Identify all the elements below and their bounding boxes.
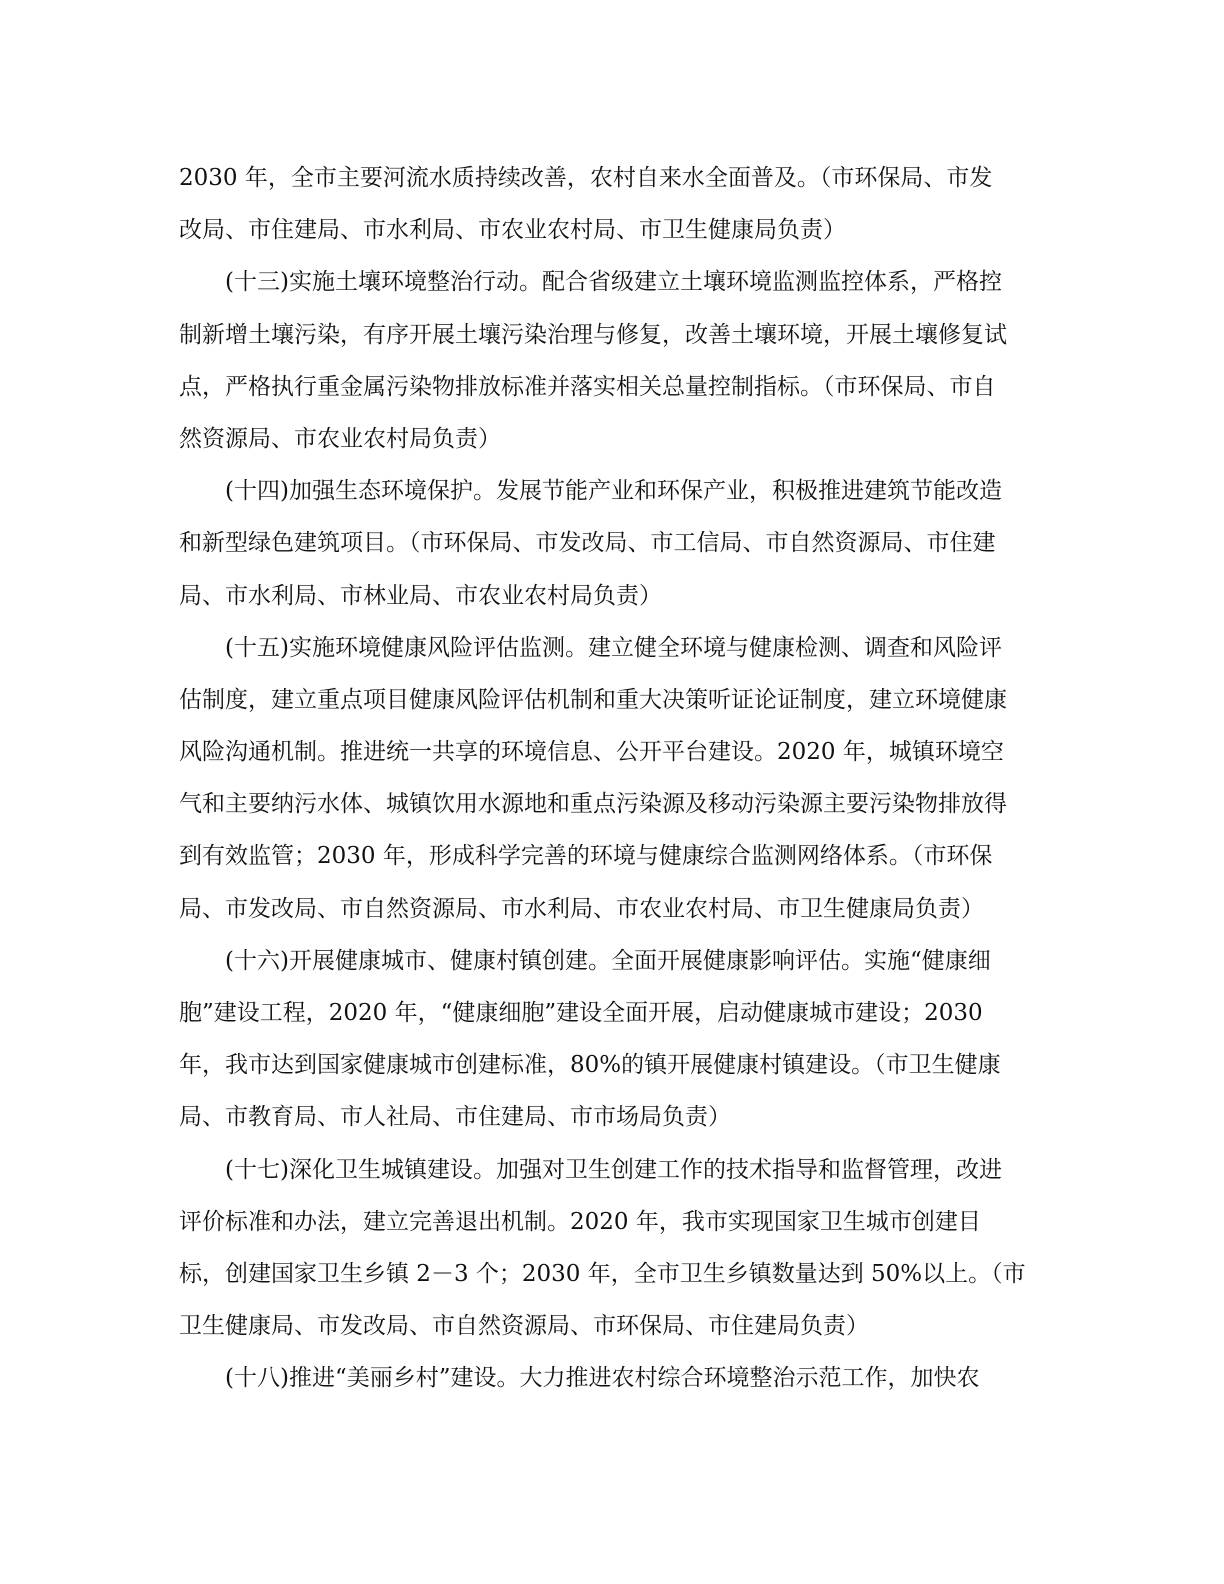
text-line: 标，创建国家卫生乡镇 2－3 个；2030 年，全市卫生乡镇数量达到 50%以上。（市 — [179, 1260, 1026, 1287]
text-line: 点，严格执行重金属污染物排放标准并落实相关总量控制指标。（市环保局、市自 — [179, 373, 996, 400]
body-text — [179, 152, 1045, 1405]
text-line: 估制度，建立重点项目健康风险评估机制和重大决策听证论证制度，建立环境健康 — [179, 686, 1007, 713]
text-line: 评价标准和办法，建立完善退出机制。2020 年，我市实现国家卫生城市创建目 — [179, 1208, 981, 1235]
text-line: 局、市教育局、市人社局、市住建局、市市场局负责） — [179, 1104, 731, 1131]
text-line: 气和主要纳污水体、城镇饮用水源地和重点污染源及移动污染源主要污染物排放得 — [179, 791, 1007, 818]
paragraph-first-line: (十三)实施土壤环境整治行动。配合省级建立土壤环境监测监控体系，严格控 — [225, 269, 1002, 296]
text-line: 卫生健康局、市发改局、市自然资源局、市环保局、市住建局负责） — [179, 1313, 869, 1340]
text-line: 局、市水利局、市林业局、市农业农村局负责） — [179, 582, 662, 609]
text-line: 2030 年，全市主要河流水质持续改善，农村自来水全面普及。（市环保局、市发 — [179, 165, 993, 191]
text-line: 风险沟通机制。推进统一共享的环境信息、公开平台建设。2020 年，城镇环境空 — [179, 739, 1004, 766]
text-line: 胞”建设工程，2020 年，“健康细胞”建设全面开展，启动健康城市建设；2030 — [179, 1000, 983, 1026]
text-line: 年，我市达到国家健康城市创建标准，80%的镇开展健康村镇建设。（市卫生健康 — [179, 1052, 1001, 1079]
text-line: 局、市发改局、市自然资源局、市水利局、市农业农村局、市卫生健康局负责） — [179, 895, 984, 922]
text-line: 和新型绿色建筑项目。（市环保局、市发改局、市工信局、市自然资源局、市住建 — [179, 530, 996, 557]
text-line: 制新增土壤污染，有序开展土壤污染治理与修复，改善土壤环境，开展土壤修复试 — [179, 321, 1007, 348]
paragraph-first-line: (十四)加强生态环境保护。发展节能产业和环保产业，积极推进建筑节能改造 — [225, 478, 1002, 505]
paragraph-first-line: (十五)实施环境健康风险评估监测。建立健全环境与健康检测、调查和风险评 — [225, 634, 1002, 661]
paragraph-first-line: (十六)开展健康城市、健康村镇创建。全面开展健康影响评估。实施“健康细 — [225, 947, 991, 974]
paragraph-first-line: (十八)推进“美丽乡村”建设。大力推进农村综合环境整治示范工作，加快农 — [225, 1365, 980, 1392]
text-line: 改局、市住建局、市水利局、市农业农村局、市卫生健康局负责） — [179, 217, 846, 244]
text-line: 到有效监管；2030 年，形成科学完善的环境与健康综合监测网络体系。（市环保 — [179, 843, 993, 870]
paragraph-first-line: (十七)深化卫生城镇建设。加强对卫生创建工作的技术指导和监督管理，改进 — [225, 1156, 1002, 1183]
text-line: 然资源局、市农业农村局负责） — [179, 425, 501, 452]
